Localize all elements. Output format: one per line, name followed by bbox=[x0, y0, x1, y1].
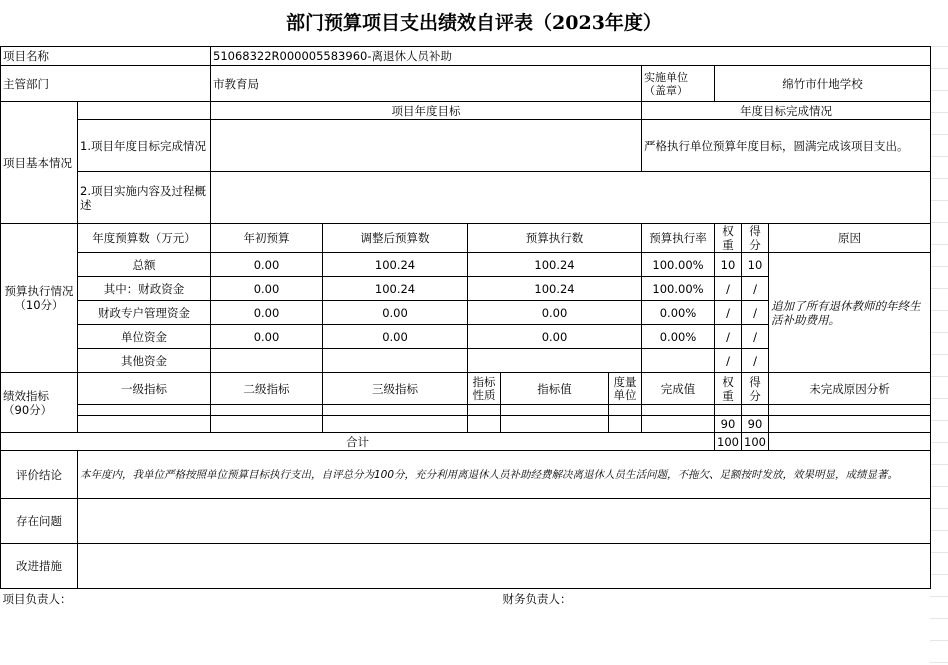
budget-row-name: 单位资金 bbox=[78, 325, 211, 349]
budget-row-weight: / bbox=[715, 277, 742, 301]
row-project-name bbox=[1, 47, 931, 66]
row-goal-2 bbox=[1, 172, 931, 224]
row-perf-blank bbox=[1, 405, 931, 416]
budget-row-weight: 10 bbox=[715, 253, 742, 277]
row-goal-header bbox=[1, 102, 931, 120]
budget-row-init: 0.00 bbox=[211, 325, 323, 349]
goal-row1-status: 严格执行单位预算年度目标，圆满完成该项目支出。 bbox=[642, 120, 931, 172]
budget-row-init: 0.00 bbox=[211, 301, 323, 325]
row-goal-1 bbox=[1, 120, 931, 172]
budget-row-name: 其他资金 bbox=[78, 349, 211, 373]
budget-row-exec: 0.00 bbox=[468, 301, 642, 325]
dept-value: 市教育局 bbox=[211, 66, 642, 102]
budget-row-name: 财政专户管理资金 bbox=[78, 301, 211, 325]
perf-header: 指标 性质 bbox=[468, 373, 501, 405]
total-score: 100 bbox=[742, 433, 769, 451]
budget-row-rate bbox=[642, 349, 715, 373]
budget-reason: 追加了所有退休教师的年终生活补助费用。 bbox=[769, 253, 931, 373]
row-department bbox=[1, 66, 931, 102]
budget-row-weight: / bbox=[715, 349, 742, 373]
budget-row-adj bbox=[323, 349, 468, 373]
project-name-value: 51068322R000005583960-离退休人员补助 bbox=[211, 47, 931, 66]
budget-row-name: 其中：财政资金 bbox=[78, 277, 211, 301]
row-budget-header bbox=[1, 224, 931, 253]
total-weight: 100 bbox=[715, 433, 742, 451]
issues-label: 存在问题 bbox=[1, 499, 78, 544]
goal-status-header: 年度目标完成情况 bbox=[642, 102, 931, 120]
budget-row-name: 总额 bbox=[78, 253, 211, 277]
row-signatures bbox=[1, 589, 931, 609]
row-issues bbox=[1, 499, 931, 544]
budget-row-init: 0.00 bbox=[211, 277, 323, 301]
budget-row-score: 10 bbox=[742, 253, 769, 277]
perf-score: 90 bbox=[742, 416, 769, 433]
row-perf-subtotal bbox=[1, 416, 931, 433]
budget-row-score: / bbox=[742, 349, 769, 373]
budget-row-score: / bbox=[742, 277, 769, 301]
perf-header: 未完成原因分析 bbox=[769, 373, 931, 405]
perf-header: 得分 bbox=[742, 373, 769, 405]
budget-row-exec: 0.00 bbox=[468, 325, 642, 349]
budget-header: 年初预算 bbox=[211, 224, 323, 253]
budget-row-weight: / bbox=[715, 301, 742, 325]
self-evaluation-table bbox=[0, 46, 931, 609]
perf-header: 权重 bbox=[715, 373, 742, 405]
perf-header: 二级指标 bbox=[211, 373, 323, 405]
perf-header: 三级指标 bbox=[323, 373, 468, 405]
finance-label: 财务负责人： bbox=[502, 591, 572, 606]
budget-row-rate: 100.00% bbox=[642, 253, 715, 277]
budget-header: 年度预算数（万元） bbox=[78, 224, 211, 253]
budget-row-exec: 100.24 bbox=[468, 253, 642, 277]
perf-header: 一级指标 bbox=[78, 373, 211, 405]
goal-row2-label: 2.项目实施内容及过程概述 bbox=[78, 172, 211, 224]
budget-header: 权重 bbox=[715, 224, 742, 253]
improve-label: 改进措施 bbox=[1, 544, 78, 589]
perf-label: 绩效指标（90分） bbox=[1, 373, 78, 433]
goal-row2-content bbox=[211, 172, 931, 224]
total-label: 合计 bbox=[1, 433, 715, 451]
perf-weight: 90 bbox=[715, 416, 742, 433]
budget-label: 预算执行情况 （10分） bbox=[1, 224, 78, 373]
budget-row-adj: 0.00 bbox=[323, 325, 468, 349]
budget-row-rate: 0.00% bbox=[642, 301, 715, 325]
project-name-label: 项目名称 bbox=[1, 47, 211, 66]
dept-label: 主管部门 bbox=[1, 66, 211, 102]
budget-row-rate: 0.00% bbox=[642, 325, 715, 349]
sheet-gridlines bbox=[930, 46, 948, 665]
budget-header: 原因 bbox=[769, 224, 931, 253]
form-title: 部门预算项目支出绩效自评表（2023年度） bbox=[286, 12, 662, 34]
goal-header-blank bbox=[78, 102, 211, 120]
budget-row-exec bbox=[468, 349, 642, 373]
eval-label: 评价结论 bbox=[1, 451, 78, 499]
goal-row1-label: 1.项目年度目标完成情况 bbox=[78, 120, 211, 172]
impl-unit-value: 绵竹市什地学校 bbox=[715, 66, 931, 102]
budget-header: 得分 bbox=[742, 224, 769, 253]
budget-row-adj: 0.00 bbox=[323, 301, 468, 325]
budget-row-score: / bbox=[742, 301, 769, 325]
perf-header: 完成值 bbox=[642, 373, 715, 405]
budget-row-adj: 100.24 bbox=[323, 253, 468, 277]
budget-row-adj: 100.24 bbox=[323, 277, 468, 301]
goal-header: 项目年度目标 bbox=[211, 102, 642, 120]
budget-row-weight: / bbox=[715, 325, 742, 349]
budget-row-score: / bbox=[742, 325, 769, 349]
perf-header: 指标值 bbox=[501, 373, 609, 405]
budget-row-rate: 100.00% bbox=[642, 277, 715, 301]
impl-unit-label: 实施单位 （盖章） bbox=[642, 66, 715, 102]
issues-content bbox=[78, 499, 931, 544]
row-total bbox=[1, 433, 931, 451]
budget-row-init bbox=[211, 349, 323, 373]
budget-header: 预算执行率 bbox=[642, 224, 715, 253]
basic-label: 项目基本情况 bbox=[1, 102, 78, 224]
row-evaluation bbox=[1, 451, 931, 499]
budget-header: 预算执行数 bbox=[468, 224, 642, 253]
perf-header: 度量 单位 bbox=[609, 373, 642, 405]
budget-header: 调整后预算数 bbox=[323, 224, 468, 253]
row-perf-header bbox=[1, 373, 931, 405]
budget-row-exec: 100.24 bbox=[468, 277, 642, 301]
row-improve bbox=[1, 544, 931, 589]
goal-row1-target bbox=[211, 120, 642, 172]
leader-label: 项目负责人： bbox=[2, 591, 72, 606]
eval-text: 本年度内，我单位严格按照单位预算目标执行支出，自评总分为100分，充分利用离退休人员补助经费解决离退休人员生活问题，不拖欠、足额按时发放，效果明显，成绩显著。 bbox=[78, 451, 931, 499]
budget-row bbox=[1, 253, 931, 277]
budget-row-init: 0.00 bbox=[211, 253, 323, 277]
improve-content bbox=[78, 544, 931, 589]
